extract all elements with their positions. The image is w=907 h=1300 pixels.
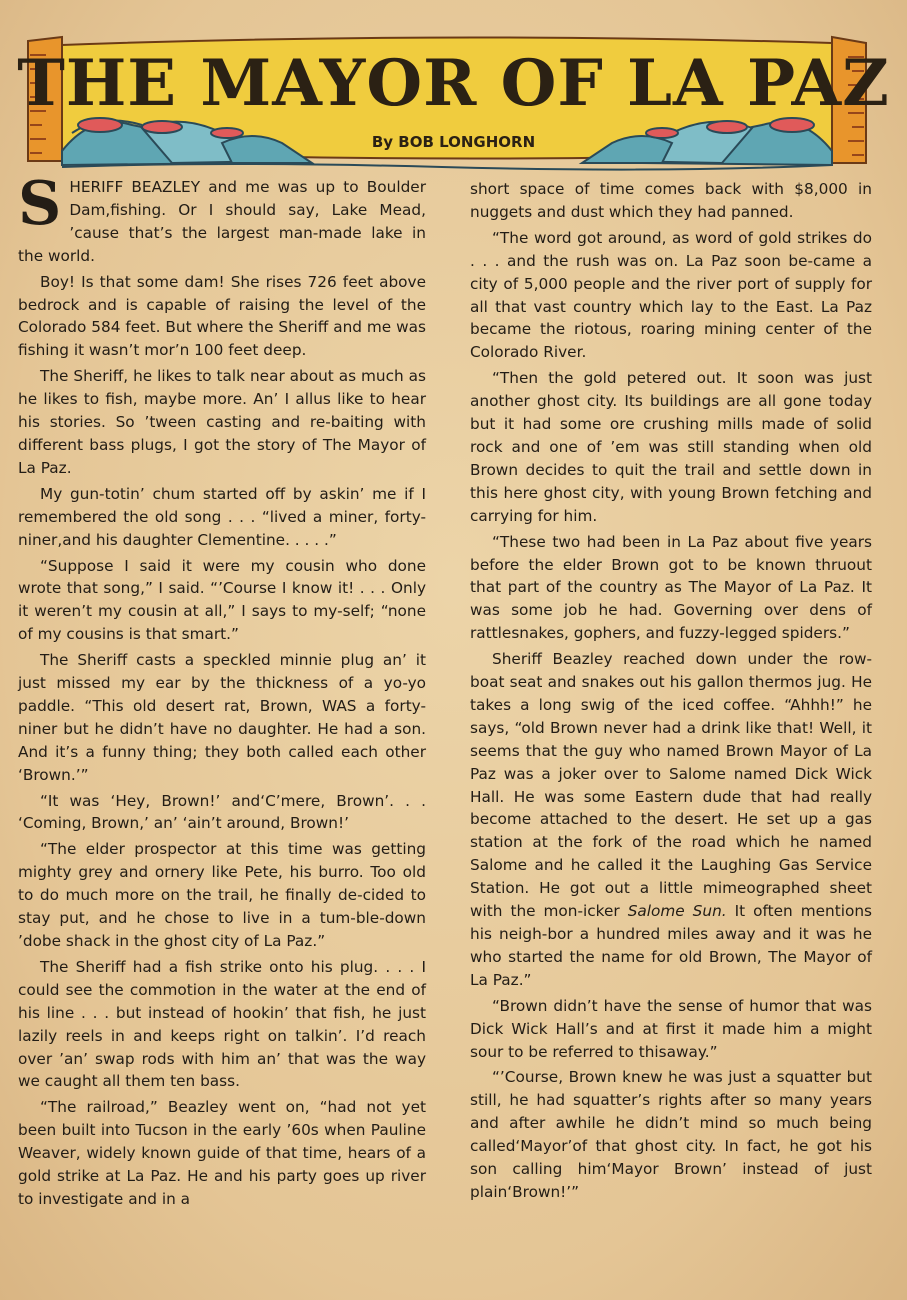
paragraph: My gun-totin’ chum started off by askin’ me if I remembered the old song . . . “lived a miner, forty-niner,and his daughter Clementine. . . . .” xyxy=(18,484,426,549)
paragraph: short space of time comes back with $8,000 in nuggets and dust which they had panned. xyxy=(470,180,872,221)
paragraph: “The elder prospector at this time was getting mighty grey and ornery like Pete, his burro. Too old to do much more on the trail, he finally de-cided to stay put, and he chose to live in a tum-ble-down ’dobe shack in the ghost city of La Paz.” xyxy=(18,840,426,950)
paragraph-text: Sheriff Beazley reached down under the row-boat seat and snakes out his gallon thermos jug. He takes a long swig of the iced coffee. “Ahhh!” he says, “old Brown never had a drink like that! Well, it seems that the guy who named Brown Mayor of La Paz was a joker over to Salome named Dick Wick Hall. He was some Eastern dude that had really become attached to the desert. He set up a gas station at the fork of the road which he named Salome and he called it the Laughing Gas Service Station. He got out a little mimeographed sheet with the mon-icker xyxy=(470,650,872,921)
paragraph: “The word got around, as word of gold strikes do . . . and the rush was on. La Paz soon be-came a city of 5,000 people and the river port of supply for all that vast country which lay to the East. La Paz became the riotous, roaring mining center of the Colorado River. xyxy=(470,228,872,362)
paragraph: Boy! Is that some dam! She rises 726 feet above bedrock and is capable of raising the level of the Colorado 584 feet. But where the Sheriff and me was fishing it wasn’t mor’n 100 feet deep. xyxy=(18,272,426,360)
paragraph: “These two had been in La Paz about five years before the elder Brown got to be known thruout that part of the country as The Mayor of La Paz. It was some job he had. Governing over dens of rattlesnakes, gophers, and fuzzy-legged spiders.” xyxy=(470,532,872,643)
paragraph: “It was ‘Hey, Brown!’ and‘C’mere, Brown’. . . ‘Coming, Brown,’ an’ ‘ain’t around, Brown!’ xyxy=(18,791,426,833)
paragraph-text: It often mentions his neigh-bor a hundred miles away and it was he who started the name for old Brown, The Mayor of La Paz.” xyxy=(470,902,872,989)
page-title: THE MAYOR OF LA PAZ xyxy=(17,46,890,121)
right-column xyxy=(470,178,872,1207)
author-byline: By BOB LONGHORN xyxy=(371,133,536,151)
paragraph: “The railroad,” Beazley went on, “had not yet been built into Tucson in the early ’60s when Pauline Weaver, widely known guide of that time, hears of a gold strike at La Paz. He and his party goes up river to investigate and in a xyxy=(18,1098,426,1208)
newsletter-name: Salome Sun. xyxy=(627,902,727,921)
paragraph: The Sheriff, he likes to talk near about as much as he likes to fish, maybe more. An’ I allus like to hear his stories. So ’tween casting and re-baiting with different bass plugs, I got the story of The Mayor of La Paz. xyxy=(18,367,426,477)
paragraph: The Sheriff casts a speckled minnie plug an’ it just missed my ear by the thickness of a yo-yo paddle. “This old desert rat, Brown, WAS a forty-niner but he didn’t have no daughter. He had a son. And it’s a funny thing; they both called each other ‘Brown.’” xyxy=(18,651,426,784)
paragraph: The Sheriff had a fish strike onto his plug. . . . I could see the commotion in the water at the end of his line . . . but instead of hookin’ that fish, he just lazily reels in and keeps right on talkin’. I’d reach over ’an’ swap rods with him an’ that was the way we caught all them ten bass. xyxy=(18,957,426,1091)
paragraph: “’Course, Brown knew he was just a squatter but still, he had squatter’s rights after so many years and after awhile he didn’t mind so much being called‘Mayor’of that ghost city. In fact, he got his son calling him‘Mayor Brown’ instead of just plain‘Brown!’” xyxy=(470,1068,872,1201)
paragraph: “Brown didn’t have the sense of humor that was Dick Wick Hall’s and at first it made him a might sour to be referred to thisaway.” xyxy=(470,996,872,1061)
paragraph xyxy=(18,169,426,268)
paragraph: “Then the gold petered out. It soon was just another ghost city. Its buildings are all gone today but it had some ore crushing mills made of solid rock and one of ’em was still standing when old Brown decides to quit the trail and settle down in this here ghost city, with young Brown fetching and carrying for him. xyxy=(470,369,872,525)
drop-cap: S xyxy=(18,169,62,239)
paragraph-text: HERIFF BEAZLEY and me was up to Boulder Dam,fishing. Or I should say, Lake Mead, ’cause that’s the largest man-made lake in the world. xyxy=(18,178,426,265)
paragraph xyxy=(470,648,872,992)
left-column xyxy=(18,169,426,1214)
paragraph: “Suppose I said it were my cousin who done wrote that song,” I said. “’Course I know it! . . . Only it weren’t my cousin at all,” I says to my-self; “none of my cousins is that smart.” xyxy=(18,556,426,644)
